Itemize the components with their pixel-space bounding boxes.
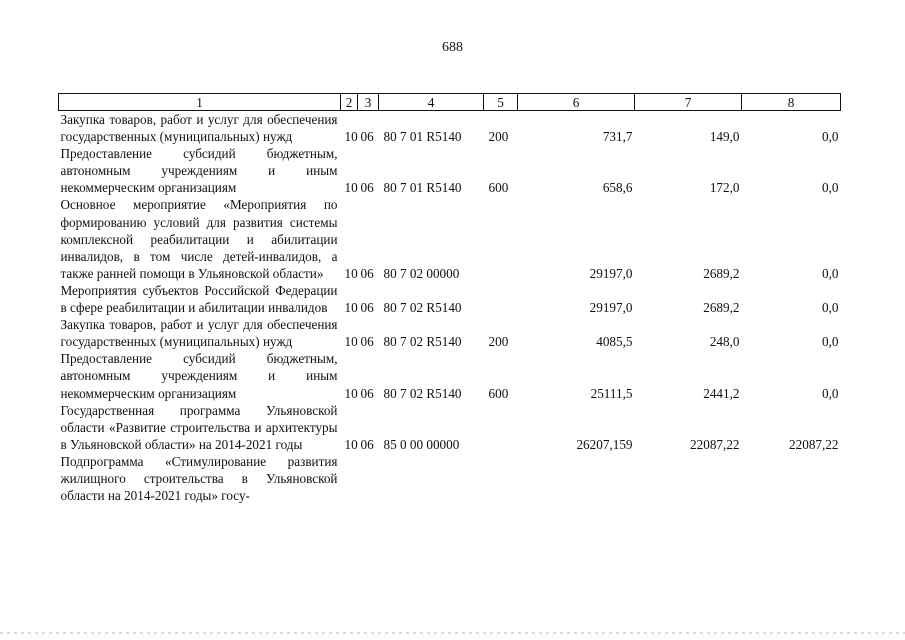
row-value-col7: 248,0	[709, 334, 740, 350]
budget-table	[58, 93, 841, 504]
row-name: Закупка товаров, работ и услуг для обеспечения государственных (муниципальных) нужд	[60, 317, 338, 350]
row-section: 10	[344, 436, 358, 452]
table-row	[59, 111, 841, 146]
row-value-col6: 658,6	[602, 180, 633, 196]
row-subsection: 06	[360, 180, 374, 196]
row-target-article	[379, 453, 484, 504]
row-value-col6: 4085,5	[596, 334, 633, 350]
row-target-article: 80 7 02 00000	[383, 265, 460, 281]
row-expense-type: 600	[488, 385, 509, 401]
table-row	[59, 145, 841, 196]
row-name: Подпрограмма «Стимулирование развития жилищного строительства в Ульяновской области на 2014-2021 годы» госу-	[60, 453, 338, 504]
row-subsection	[358, 453, 379, 504]
row-section: 10	[344, 129, 358, 145]
row-target-article: 80 7 01 R5140	[383, 180, 462, 196]
row-subsection: 06	[360, 265, 374, 281]
row-value-col7	[635, 453, 742, 504]
row-value-col6: 731,7	[602, 129, 633, 145]
header-col-1: 1	[59, 94, 341, 111]
row-expense-type: 200	[488, 334, 509, 350]
row-value-col8: 0,0	[822, 300, 839, 316]
table-row	[59, 350, 841, 401]
row-expense-type	[484, 282, 518, 316]
row-name: Мероприятия субъектов Российской Федерации в сфере реабилитации и абилитации инвалидов	[60, 282, 338, 316]
row-value-col7: 22087,22	[690, 436, 740, 452]
row-value-col8: 0,0	[822, 180, 839, 196]
table-header-row	[59, 94, 841, 111]
row-section	[341, 453, 358, 504]
row-target-article: 80 7 02 R5140	[383, 385, 462, 401]
row-target-article: 80 7 02 R5140	[383, 334, 462, 350]
row-value-col8: 22087,22	[789, 436, 839, 452]
row-name: Государственная программа Ульяновской области «Развитие строительства и архитектуры в Ульяновской области» на 2014-2021 годы	[60, 402, 338, 452]
row-subsection: 06	[360, 334, 374, 350]
row-subsection: 06	[360, 129, 374, 145]
header-col-5: 5	[484, 94, 518, 111]
row-value-col8: 0,0	[822, 265, 839, 281]
row-expense-type	[484, 196, 518, 281]
header-col-7: 7	[635, 94, 742, 111]
row-name: Закупка товаров, работ и услуг для обеспечения государственных (муниципальных) нужд	[60, 112, 338, 145]
row-expense-type: 200	[488, 129, 509, 145]
header-col-6: 6	[518, 94, 635, 111]
table-row	[59, 196, 841, 281]
row-value-col6: 29197,0	[589, 265, 633, 281]
row-value-col6: 25111,5	[590, 385, 633, 401]
row-value-col8: 0,0	[822, 385, 839, 401]
row-value-col7: 2689,2	[703, 300, 740, 316]
row-subsection: 06	[360, 385, 374, 401]
header-col-3: 3	[358, 94, 379, 111]
row-value-col7: 172,0	[709, 180, 740, 196]
scan-artifact-line	[0, 632, 905, 634]
table-row	[59, 316, 841, 350]
row-value-col8: 0,0	[822, 129, 839, 145]
header-col-2: 2	[341, 94, 358, 111]
row-subsection: 06	[360, 436, 374, 452]
row-value-col8: 0,0	[822, 334, 839, 350]
row-value-col8	[742, 453, 841, 504]
row-expense-type: 600	[488, 180, 509, 196]
row-name: Основное мероприятие «Мероприятия по формированию условий для развития системы комплексной реабилитации и абилитации инвалидов, в том числе детей-инвалидов, а также ранней помощи в Ульяновской области»	[60, 197, 338, 281]
row-value-col7: 2441,2	[703, 385, 740, 401]
row-target-article: 85 0 00 00000	[383, 436, 460, 452]
row-section: 10	[344, 265, 358, 281]
page-number: 688	[442, 40, 463, 55]
table-row	[59, 282, 841, 316]
row-value-col6	[518, 453, 635, 504]
row-expense-type	[484, 453, 518, 504]
row-value-col7: 149,0	[709, 129, 740, 145]
header-col-8: 8	[742, 94, 841, 111]
row-name: Предоставление субсидий бюджетным, автономным учреждениям и иным некоммерческим организациям	[60, 146, 338, 196]
row-target-article: 80 7 01 R5140	[383, 129, 462, 145]
row-section: 10	[344, 334, 358, 350]
row-section: 10	[344, 385, 358, 401]
row-section: 10	[344, 300, 358, 316]
row-target-article: 80 7 02 R5140	[383, 300, 462, 316]
row-value-col6: 29197,0	[589, 300, 633, 316]
table-row	[59, 453, 841, 504]
row-subsection: 06	[360, 300, 374, 316]
row-value-col6: 26207,159	[576, 436, 633, 452]
row-name: Предоставление субсидий бюджетным, автономным учреждениям и иным некоммерческим организациям	[60, 351, 338, 401]
header-col-4: 4	[379, 94, 484, 111]
row-value-col7: 2689,2	[703, 265, 740, 281]
row-section: 10	[344, 180, 358, 196]
table-row	[59, 402, 841, 453]
row-expense-type	[484, 402, 518, 453]
